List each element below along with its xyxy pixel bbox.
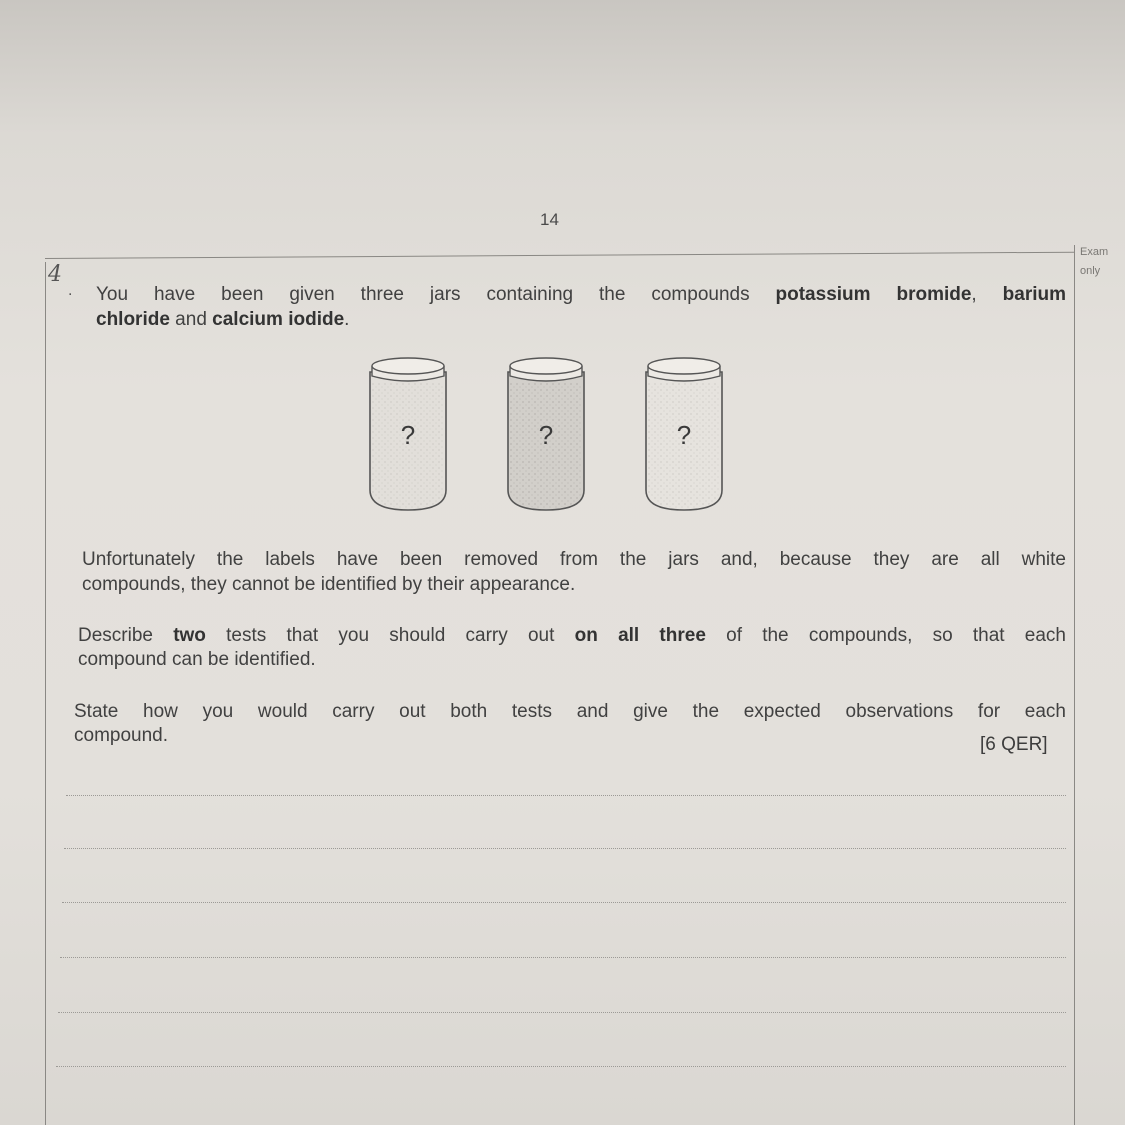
para3-text-b: tests that you should carry out [205, 625, 575, 646]
jar-question-mark: ? [676, 420, 692, 450]
jar-lid-top [648, 358, 720, 374]
examiner-only-label [1080, 243, 1125, 281]
para2-line-1: Unfortunately the labels have been removed from the jars and, because they are all white [82, 549, 1066, 570]
answer-line[interactable] [56, 1066, 1066, 1067]
examiner-label-line1: Exam [1080, 246, 1109, 258]
answer-line[interactable] [62, 902, 1066, 903]
compound-barium-part1: barium [1002, 284, 1066, 305]
question-number: 4 [48, 262, 62, 287]
jar-question-mark: ? [538, 420, 554, 450]
answer-line[interactable] [64, 848, 1066, 849]
intro-text: You have been given three jars containing the compounds [96, 284, 776, 305]
question-frame-right [1074, 245, 1075, 1125]
examiner-label-line2: only [1080, 265, 1101, 277]
para3-bold-all-three: on all three [574, 625, 706, 646]
intro-end: . [344, 309, 350, 330]
three-jars-illustration [360, 352, 740, 517]
compound-potassium-bromide: potassium bromide [775, 284, 972, 305]
answer-line[interactable] [60, 957, 1066, 958]
para3-text-c: of the compounds, so that each [705, 625, 1067, 646]
jar-lid-top [372, 358, 444, 374]
jar-2 [508, 358, 584, 510]
marks-allocation: [6 QER] [980, 734, 1048, 755]
question-frame-top [45, 252, 1075, 259]
answer-line[interactable] [58, 1012, 1066, 1013]
answer-line[interactable] [66, 795, 1066, 796]
jar-question-mark: ? [400, 420, 416, 450]
jar-lid-top [510, 358, 582, 374]
intro-separator: , [971, 284, 1003, 305]
para3-text-a: Describe [78, 625, 174, 646]
page-number: 14 [540, 210, 559, 229]
compound-calcium-iodide: calcium iodide [212, 309, 345, 330]
para3-line-2: compound can be identified. [78, 649, 316, 670]
intro-and: and [169, 309, 213, 330]
question-number-dot: . [68, 282, 73, 299]
para4-line-2: compound. [74, 725, 169, 746]
para2-line-2: compounds, they cannot be identified by their appearance. [82, 574, 576, 595]
para4-line-1: State how you would carry out both tests and give the expected observations for each [74, 701, 1066, 722]
para3-bold-two: two [173, 625, 206, 646]
compound-barium-part2: chloride [96, 309, 170, 330]
intro-line-1 [96, 282, 1066, 307]
intro-line-2 [96, 307, 349, 332]
jar-1 [370, 358, 446, 510]
jar-3 [646, 358, 722, 510]
para3-line-1 [78, 623, 1066, 648]
question-frame-left [45, 262, 46, 1125]
